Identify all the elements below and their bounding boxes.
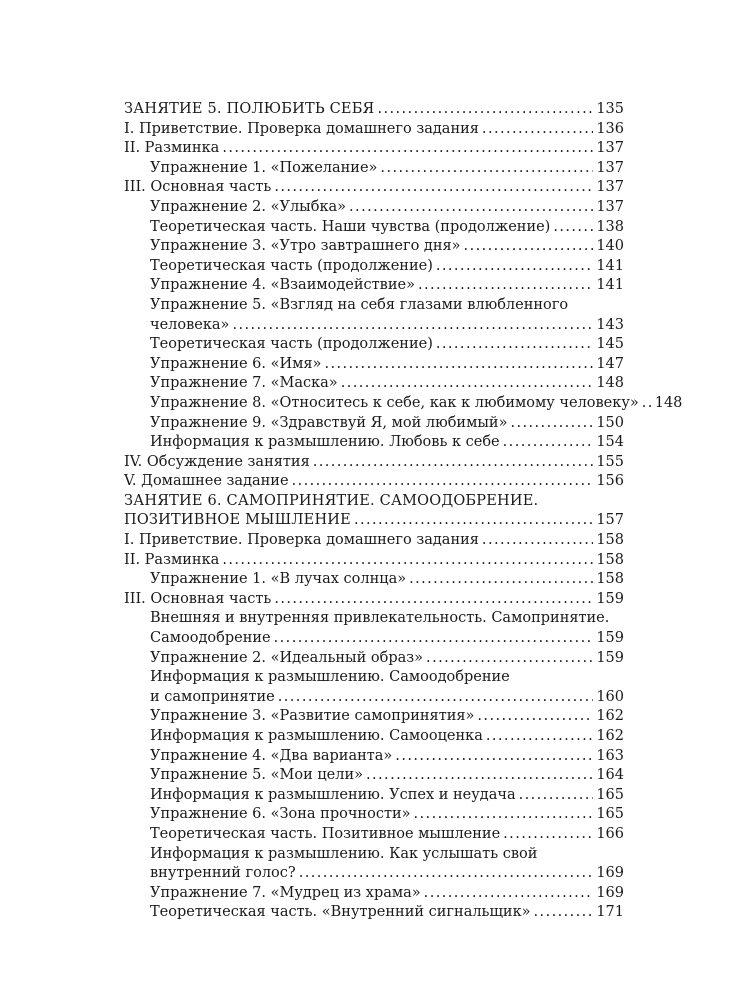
dot-leader xyxy=(274,590,593,610)
toc-entry-line xyxy=(150,805,624,825)
dot-leader xyxy=(503,433,594,453)
toc-section-heading xyxy=(124,492,624,531)
toc-entry-title: III. Основная часть xyxy=(124,179,272,196)
toc-entry-title: Упражнение 6. «Зона прочности» xyxy=(150,806,411,823)
toc-page-number: 143 xyxy=(596,316,624,333)
toc-entry xyxy=(124,218,624,238)
toc-entry-title: Упражнение 1. «Пожелание» xyxy=(150,159,378,176)
toc-entry-line xyxy=(124,531,624,551)
toc-page-number: 137 xyxy=(596,179,624,196)
dot-leader xyxy=(482,531,593,551)
toc-entry xyxy=(124,590,624,610)
dot-leader xyxy=(313,453,594,473)
dot-leader xyxy=(486,727,593,747)
toc-entry xyxy=(124,472,624,492)
toc-entry-title: Информация к размышлению. Успех и неудача xyxy=(150,786,516,803)
toc-entry-title: ЗАНЯТИЕ 5. ПОЛЮБИТЬ СЕБЯ xyxy=(124,101,375,117)
toc-entry-title: Упражнение 7. «Мудрец из храма» xyxy=(150,884,421,901)
toc-page-number: 171 xyxy=(596,904,624,921)
dot-leader xyxy=(482,120,593,140)
toc-entry-title: Теоретическая часть (продолжение) xyxy=(150,336,433,353)
toc-page-number: 169 xyxy=(596,865,624,882)
toc-page-number: 156 xyxy=(596,473,624,490)
toc-page-number: 169 xyxy=(596,884,624,901)
toc-page-number: 165 xyxy=(596,786,624,803)
toc-entry xyxy=(124,237,624,257)
toc-entry-title: Самоодобрение xyxy=(150,630,271,647)
dot-leader xyxy=(414,805,594,825)
toc-page-number: 147 xyxy=(596,355,624,372)
toc-page-number: 160 xyxy=(596,688,624,705)
toc-page-number: 158 xyxy=(596,571,624,588)
toc-entry-title: III. Основная часть xyxy=(124,590,272,607)
toc-entry-title: Упражнение 8. «Относитесь к себе, как к любимому человеку» xyxy=(150,394,639,411)
dot-leader xyxy=(436,335,593,355)
toc-page-number: 158 xyxy=(596,532,624,549)
toc-page-number: 137 xyxy=(596,198,624,215)
toc-entry-title: и самопринятие xyxy=(150,688,275,705)
toc-page-number: 155 xyxy=(596,453,624,470)
dot-leader xyxy=(642,394,652,414)
toc-entry-line xyxy=(150,198,624,218)
toc-entry-title: Упражнение 5. «Мои цели» xyxy=(150,767,363,784)
dot-leader xyxy=(424,884,594,904)
toc-entry-line xyxy=(150,374,624,394)
toc-entry-line xyxy=(150,276,624,296)
toc-entry-line xyxy=(150,394,683,414)
toc-page-number: 137 xyxy=(596,159,624,176)
dot-leader xyxy=(477,707,593,727)
toc-entry-title: Упражнение 6. «Имя» xyxy=(150,355,322,372)
toc-entry-line xyxy=(150,159,624,179)
toc-entry-title: Упражнение 2. «Идеальный образ» xyxy=(150,649,424,666)
dot-leader xyxy=(222,551,593,571)
toc-entry-title: Упражнение 4. «Взаимодействие» xyxy=(150,277,415,294)
toc-page-number: 148 xyxy=(654,394,683,411)
toc-entry-title: Информация к размышлению. Любовь к себе xyxy=(150,434,500,451)
dot-leader xyxy=(436,257,593,277)
toc-entry-text-line: Информация к размышлению. Как услышать свой xyxy=(150,845,538,862)
toc-page-number: 157 xyxy=(596,512,624,529)
dot-leader xyxy=(349,198,593,218)
toc-page-number: 159 xyxy=(596,590,624,607)
toc-entry-title: Упражнение 4. «Два варианта» xyxy=(150,747,393,764)
toc-page-number: 162 xyxy=(596,708,624,725)
toc-entry-line xyxy=(150,570,624,590)
toc-entry-line xyxy=(150,649,624,669)
dot-leader xyxy=(366,766,593,786)
toc-entry-line xyxy=(124,120,624,140)
toc-entry-line xyxy=(124,590,624,610)
toc-entry xyxy=(124,296,624,335)
toc-entry-line xyxy=(150,903,624,923)
dot-leader xyxy=(418,276,593,296)
toc-entry-line xyxy=(150,884,624,904)
toc-entry-title: Теоретическая часть. Наши чувства (продолжение) xyxy=(150,218,551,235)
dot-leader xyxy=(503,825,593,845)
toc-section-heading xyxy=(124,100,624,120)
toc-page-number: 141 xyxy=(596,257,624,274)
toc-entry xyxy=(124,805,624,825)
dot-leader xyxy=(324,355,593,375)
toc-entry xyxy=(124,159,624,179)
toc-entry-line xyxy=(150,335,624,355)
toc-entry xyxy=(124,453,624,473)
toc-entry-line xyxy=(150,825,624,845)
toc-page-number: 140 xyxy=(596,238,624,255)
toc-entry xyxy=(124,825,624,845)
toc-entry-title: V. Домашнее задание xyxy=(124,473,289,490)
toc-entry xyxy=(124,845,624,884)
toc-entry-line xyxy=(124,453,624,473)
toc-entry-text-line: Информация к размышлению. Самоодобрение xyxy=(150,669,510,686)
toc-entry-line xyxy=(150,786,624,806)
toc-entry xyxy=(124,668,624,707)
toc-entry-line xyxy=(150,688,624,708)
toc-entry xyxy=(124,120,624,140)
toc-entry-title: Упражнение 9. «Здравствуй Я, мой любимый» xyxy=(150,414,508,431)
toc-entry xyxy=(124,649,624,669)
toc-page-number: 136 xyxy=(596,120,624,137)
table-of-contents xyxy=(124,100,683,923)
toc-entry-title: Упражнение 2. «Улыбка» xyxy=(150,198,347,215)
toc-entry-line xyxy=(150,316,624,336)
dot-leader xyxy=(409,570,593,590)
toc-entry xyxy=(124,727,624,747)
toc-entry-line xyxy=(124,511,624,531)
toc-entry-text-line: Упражнение 5. «Взгляд на себя глазами влюбленного xyxy=(150,296,569,313)
toc-entry-title: Теоретическая часть (продолжение) xyxy=(150,257,433,274)
dot-leader xyxy=(395,747,593,767)
toc-entry-title: II. Разминка xyxy=(124,140,220,157)
dot-leader xyxy=(553,218,593,238)
dot-leader xyxy=(354,511,593,531)
dot-leader xyxy=(341,374,594,394)
toc-entry-line xyxy=(150,727,624,747)
toc-entry xyxy=(124,551,624,571)
toc-entry-line xyxy=(124,100,624,120)
dot-leader xyxy=(377,100,593,120)
toc-entry xyxy=(124,335,624,355)
toc-page-number: 154 xyxy=(596,434,624,451)
toc-entry xyxy=(124,707,624,727)
toc-page-number: 145 xyxy=(596,336,624,353)
toc-entry-title: Упражнение 3. «Утро завтрашнего дня» xyxy=(150,238,461,255)
toc-entry-title: IV. Обсуждение занятия xyxy=(124,453,310,470)
toc-entry-line xyxy=(150,864,624,884)
toc-entry-title: Теоретическая часть. «Внутренний сигнальщик» xyxy=(150,904,531,921)
toc-entry-line xyxy=(150,257,624,277)
toc-entry-line xyxy=(124,178,624,198)
toc-entry xyxy=(124,355,624,375)
dot-leader xyxy=(519,786,594,806)
toc-page-number: 141 xyxy=(596,277,624,294)
toc-entry xyxy=(124,414,624,434)
toc-entry-line xyxy=(150,433,624,453)
toc-page-number: 138 xyxy=(596,218,624,235)
toc-entry-line xyxy=(150,707,624,727)
toc-entry xyxy=(124,198,624,218)
toc-entry-line xyxy=(124,139,624,159)
dot-leader xyxy=(534,903,594,923)
toc-entry xyxy=(124,433,624,453)
dot-leader xyxy=(232,316,593,336)
dot-leader xyxy=(278,688,594,708)
toc-entry-title: II. Разминка xyxy=(124,551,220,568)
toc-entry-title: человека» xyxy=(150,316,230,333)
toc-page-number: 158 xyxy=(596,551,624,568)
dot-leader xyxy=(274,178,593,198)
toc-entry-line xyxy=(150,237,624,257)
toc-page-number: 165 xyxy=(596,806,624,823)
toc-page-number: 162 xyxy=(596,728,624,744)
toc-entry-title: Упражнение 7. «Маска» xyxy=(150,375,338,392)
toc-page-number: 150 xyxy=(596,414,624,431)
toc-entry-line xyxy=(150,629,624,649)
toc-entry xyxy=(124,178,624,198)
dot-leader xyxy=(464,237,594,257)
dot-leader xyxy=(274,629,594,649)
toc-entry-title: Теоретическая часть. Позитивное мышление xyxy=(150,825,501,842)
toc-page-number: 164 xyxy=(596,767,624,784)
toc-entry-title: Упражнение 1. «В лучах солнца» xyxy=(150,571,407,588)
toc-page-number: 148 xyxy=(596,375,624,392)
toc-entry-line xyxy=(150,414,624,434)
toc-page-number: 135 xyxy=(596,101,624,117)
dot-leader xyxy=(292,472,594,492)
toc-entry-title: Информация к размышлению. Самооценка xyxy=(150,728,483,744)
toc-entry-line xyxy=(150,218,624,238)
toc-entry-title: Упражнение 3. «Развитие самопринятия» xyxy=(150,708,475,725)
toc-entry-line xyxy=(150,766,624,786)
dot-leader xyxy=(426,649,593,669)
toc-entry-title: I. Приветствие. Проверка домашнего задания xyxy=(124,532,479,549)
toc-entry-title: ПОЗИТИВНОЕ МЫШЛЕНИЕ xyxy=(124,512,351,529)
dot-leader xyxy=(380,159,593,179)
toc-entry xyxy=(124,570,624,590)
toc-entry xyxy=(124,884,624,904)
toc-page-number: 159 xyxy=(596,630,624,647)
toc-entry xyxy=(124,786,624,806)
toc-entry-line xyxy=(150,747,624,767)
toc-entry xyxy=(124,394,683,414)
toc-page-number: 137 xyxy=(596,140,624,157)
toc-page-number: 159 xyxy=(596,649,624,666)
toc-page-number: 163 xyxy=(596,747,624,764)
toc-entry xyxy=(124,766,624,786)
dot-leader xyxy=(299,864,594,884)
toc-page-number: 166 xyxy=(596,825,624,842)
toc-entry-text-line: ЗАНЯТИЕ 6. САМОПРИНЯТИЕ. САМООДОБРЕНИЕ. xyxy=(124,492,539,509)
toc-entry xyxy=(124,257,624,277)
dot-leader xyxy=(222,139,593,159)
toc-entry-line xyxy=(124,472,624,492)
toc-entry xyxy=(124,903,624,923)
toc-entry xyxy=(124,747,624,767)
toc-entry xyxy=(124,276,624,296)
dot-leader xyxy=(510,414,593,434)
toc-entry xyxy=(124,139,624,159)
toc-entry xyxy=(124,609,624,648)
toc-entry-text-line: Внешняя и внутренняя привлекательность. Самопринятие. xyxy=(150,610,610,627)
toc-entry-line xyxy=(124,551,624,571)
toc-entry-title: внутренний голос? xyxy=(150,865,296,882)
toc-entry-line xyxy=(150,355,624,375)
toc-entry xyxy=(124,531,624,551)
toc-entry xyxy=(124,374,624,394)
toc-entry-title: I. Приветствие. Проверка домашнего задания xyxy=(124,120,479,137)
